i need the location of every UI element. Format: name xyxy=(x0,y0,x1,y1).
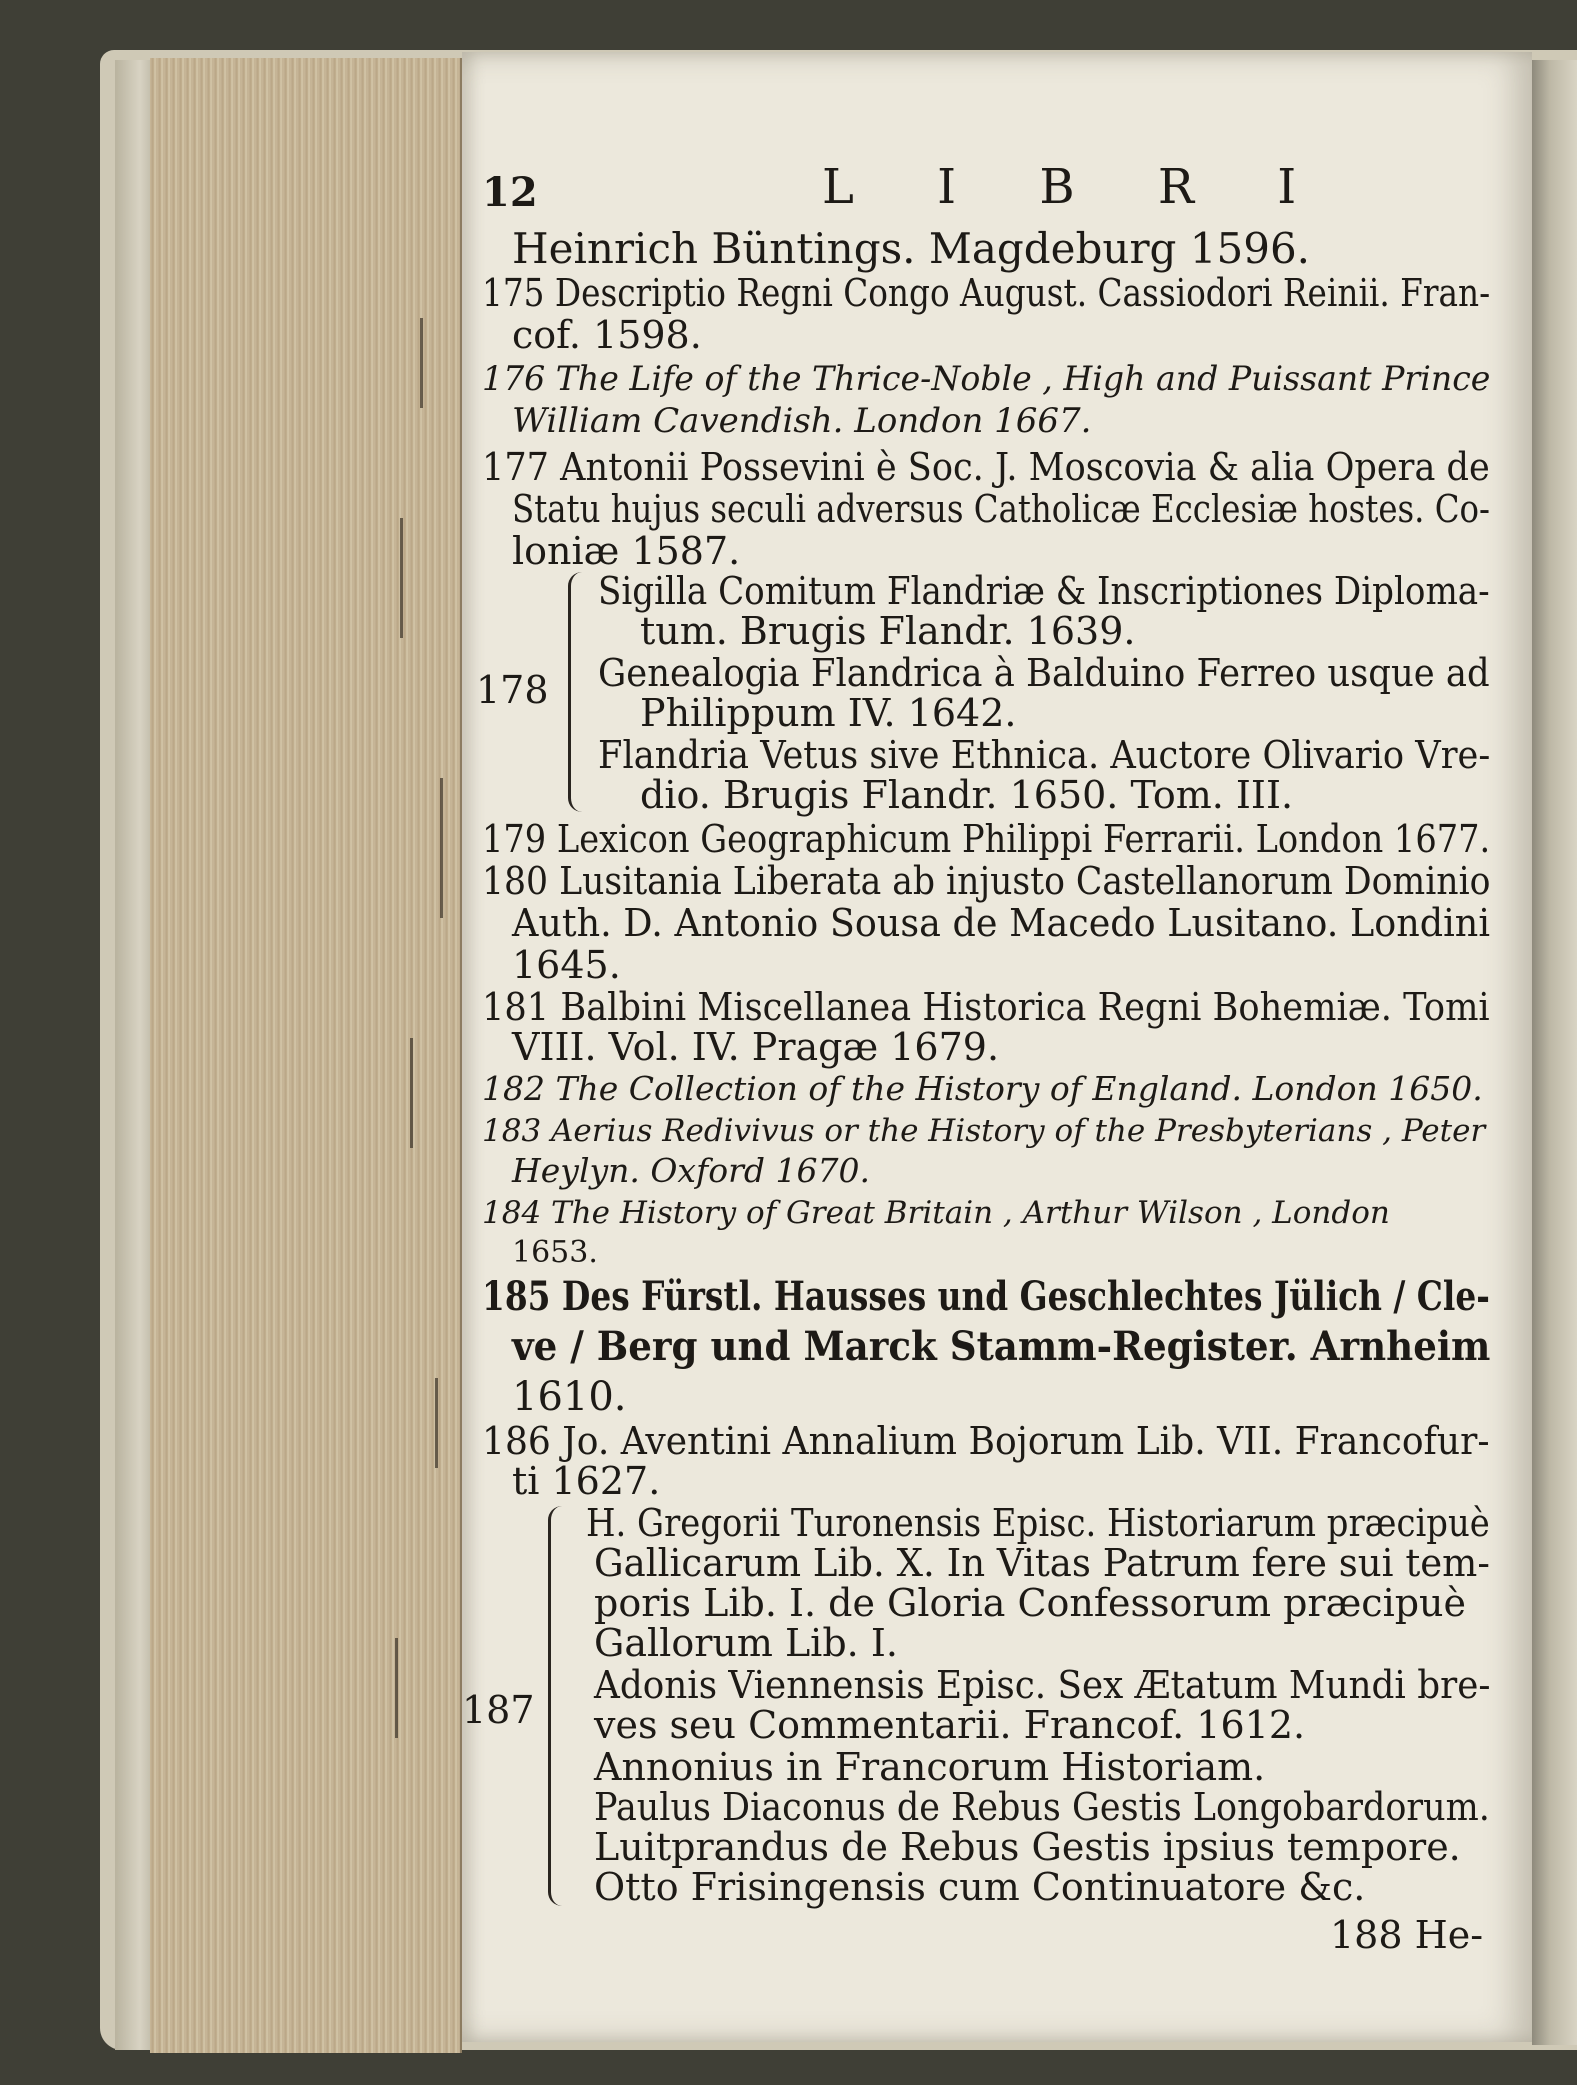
text-line: Annonius in Francorum Historiam. xyxy=(594,1745,1266,1789)
text-line: 185 Des Fürstl. Hausses und Geschlechtes Jülich / Cle- xyxy=(482,1273,1490,1320)
text-line: 177 Antonii Possevini è Soc. J. Moscovia & alia Opera de xyxy=(482,445,1490,489)
text-line: cof. 1598. xyxy=(512,313,702,357)
brace-number: 178 xyxy=(476,668,549,712)
text-line: 180 Lusitania Liberata ab injusto Castellanorum Dominio xyxy=(482,859,1491,903)
text-line: poris Lib. I. de Gloria Confessorum præcipuè xyxy=(594,1581,1467,1625)
text-line: Heylyn. Oxford 1670. xyxy=(512,1151,870,1190)
text-line: 182 The Collection of the History of England. London 1650. xyxy=(482,1069,1483,1108)
text-line: 183 Aerius Redivivus or the History of the Presbyterians , Peter xyxy=(482,1113,1486,1149)
text-line: ves seu Commentarii. Francof. 1612. xyxy=(594,1703,1306,1747)
text-line: Heinrich Büntings. Magdeburg 1596. xyxy=(512,224,1311,273)
text-line: Philippum IV. 1642. xyxy=(640,691,1017,735)
text-line: Otto Frisingensis cum Continuatore &c. xyxy=(594,1865,1366,1909)
text-line: VIII. Vol. IV. Pragæ 1679. xyxy=(512,1025,1000,1069)
text-line: dio. Brugis Flandr. 1650. Tom. III. xyxy=(640,773,1294,817)
text-line: Statu hujus seculi adversus Catholicæ Ecclesiæ hostes. Co- xyxy=(512,487,1491,531)
text-line: loniæ 1587. xyxy=(512,529,741,573)
text-line: tum. Brugis Flandr. 1639. xyxy=(640,609,1136,653)
text-line: 176 The Life of the Thrice-Noble , High and Puissant Prince xyxy=(482,359,1491,399)
text-line: 1653. xyxy=(512,1235,598,1270)
text-line: 179 Lexicon Geographicum Philippi Ferrarii. London 1677. xyxy=(482,817,1491,861)
text-line: Adonis Viennensis Episc. Sex Ætatum Mundi bre- xyxy=(594,1663,1491,1707)
catchword: 188 He- xyxy=(1330,1913,1484,1957)
text-line: 186 Jo. Aventini Annalium Bojorum Lib. VII. Francofur- xyxy=(482,1419,1490,1463)
text-line: Sigilla Comitum Flandriæ & Inscriptiones Diploma- xyxy=(598,569,1490,613)
text-line: Gallicarum Lib. X. In Vitas Patrum fere sui tem- xyxy=(594,1541,1490,1585)
page-number: 12 xyxy=(482,169,538,216)
text-line: ve / Berg und Marck Stamm-Register. Arnheim xyxy=(512,1323,1491,1370)
text-line: 1610. xyxy=(512,1374,627,1420)
text-line: William Cavendish. London 1667. xyxy=(512,401,1092,441)
text-line: H. Gregorii Turonensis Episc. Historiarum præcipuè xyxy=(586,1501,1490,1545)
brace xyxy=(568,572,585,812)
text-line: Luitprandus de Rebus Gestis ipsius tempore. xyxy=(594,1825,1461,1869)
text-line: ti 1627. xyxy=(512,1459,661,1503)
text-line: Flandria Vetus sive Ethnica. Auctore Olivario Vre- xyxy=(598,733,1491,777)
text-line: 184 The History of Great Britain , Arthur Wilson , London xyxy=(482,1195,1390,1231)
running-head: L I B R I xyxy=(822,159,1331,215)
brace-number: 187 xyxy=(462,1688,535,1732)
text-line: 1645. xyxy=(512,943,621,987)
text-line: 181 Balbini Miscellanea Historica Regni Bohemiæ. Tomi xyxy=(482,985,1490,1029)
text-line: Paulus Diaconus de Rebus Gestis Longobardorum. xyxy=(594,1785,1490,1829)
brace xyxy=(548,1506,565,1906)
text-line: Gallorum Lib. I. xyxy=(594,1621,898,1665)
text-line: Genealogia Flandrica à Balduino Ferreo usque ad xyxy=(598,651,1490,695)
text-line: 175 Descriptio Regni Congo August. Cassiodori Reinii. Fran- xyxy=(482,271,1491,315)
text-line: Auth. D. Antonio Sousa de Macedo Lusitano. Londini xyxy=(512,901,1490,945)
